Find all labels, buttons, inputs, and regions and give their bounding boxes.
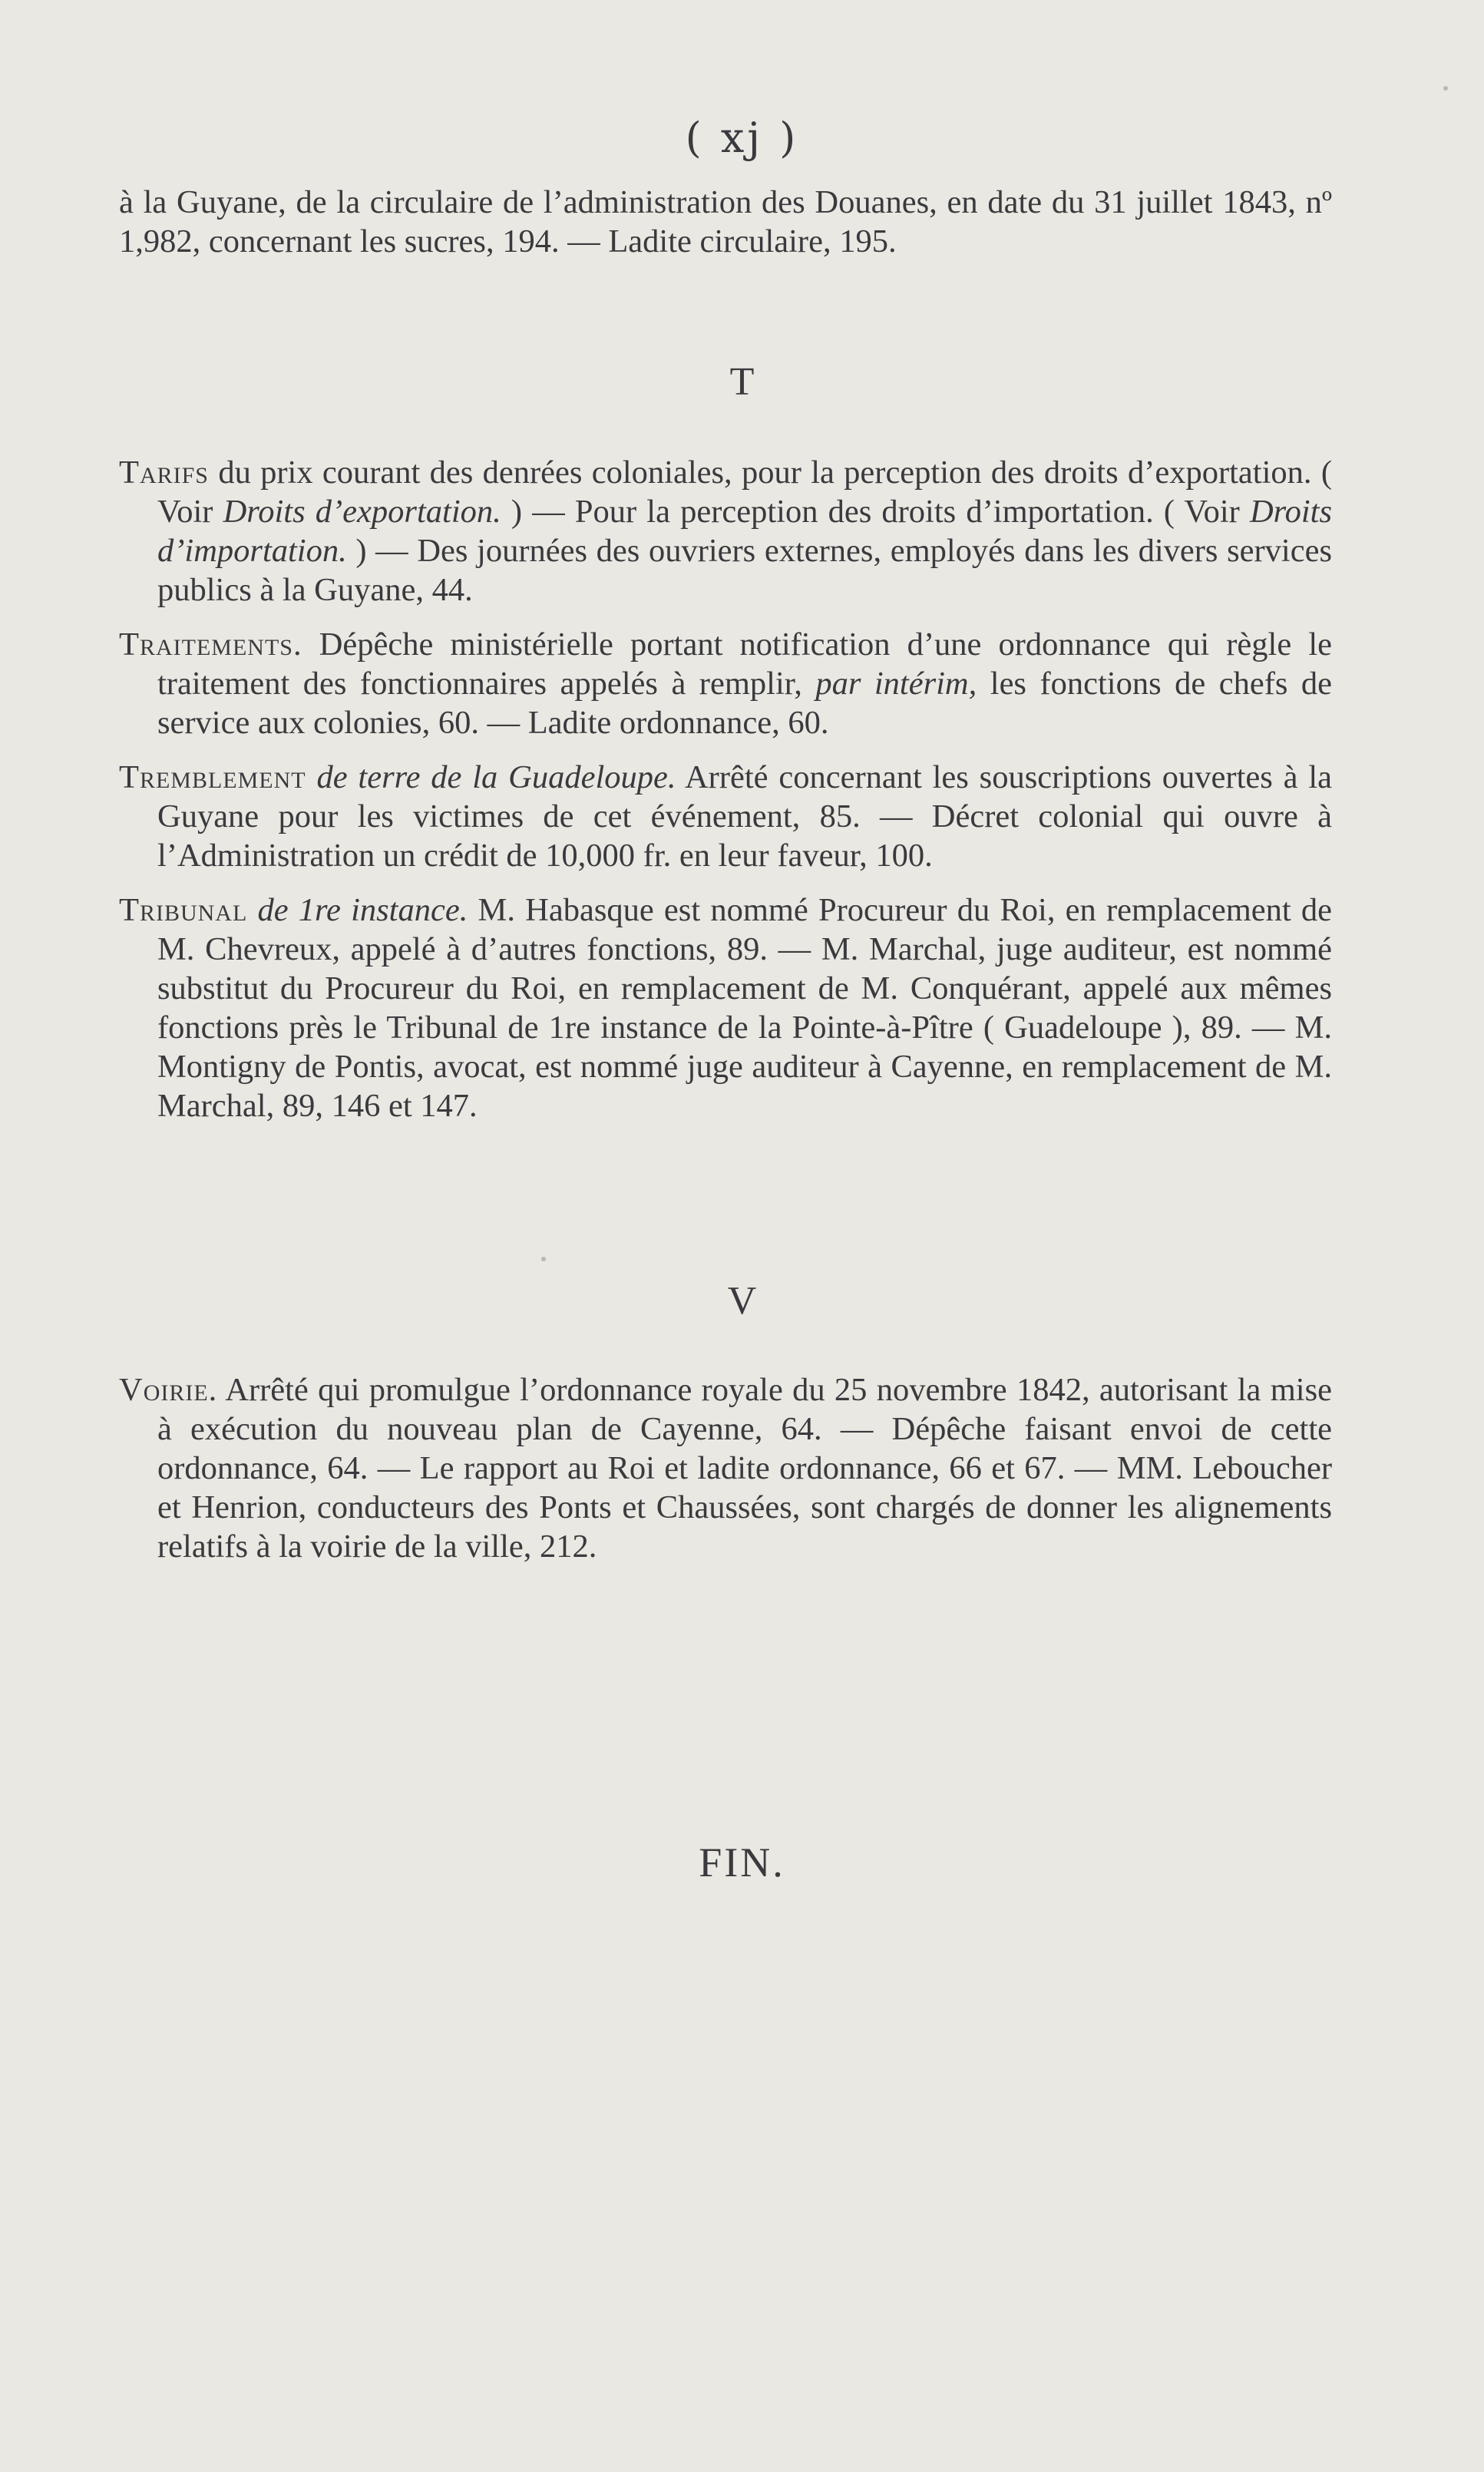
entry-text: M. Habasque est nommé Procureur du Roi, en remplacement de M. Chevreux, appelé à d’autres fonctions, 89. — M. Marchal, juge auditeur, est nommé substitut du Procureur du Roi, en remplacement de M. Conquérant, appelé aux mêmes fonctions près le Tribunal de 1re instance de la Pointe-à-Pître ( Guadeloupe ), 89. — M. Montigny de Pontis, avocat, est nommé juge auditeur à Cayenne, en remplacement de M. Marchal, 89, 146 et 147. [157, 892, 1332, 1124]
entry-headword: Voirie. [119, 1372, 218, 1408]
entry-italic-text: de terre de la Guadeloupe. [316, 759, 676, 795]
entry-italic-text: Droits d’exportation. [223, 494, 501, 530]
entry-text: ) — Des journées des ouvriers externes, employés dans les divers services publics à la Guyane, 44. [157, 533, 1332, 608]
entry-italic-text: Droits d’importation. [157, 494, 1333, 569]
continuation-text: à la Guyane, de la circulaire de l’administration des Douanes, en date du 31 juillet 1843, nº 1,982, concernant les sucres, 194. — Ladite circulaire, 195. [119, 184, 1332, 259]
entry-headword: Traitements. [119, 626, 302, 663]
entry-headword: Tarifs [119, 454, 209, 491]
entry-italic-text: par intérim, [815, 666, 977, 702]
entry-text: du prix courant des denrées coloniales, pour la perception des droits d’exportation. ( Voir [157, 454, 1332, 530]
entry-text: les fonctions de chefs de service aux colonies, 60. — Ladite ordonnance, 60. [157, 666, 1333, 741]
index-entry [119, 758, 1332, 875]
continuation-block [119, 183, 1332, 261]
entry-text: Arrêté concernant les souscriptions ouvertes à la Guyane pour les victimes de cet événement, 85. — Décret colonial qui ouvre à l’Administration un crédit de 10,000 fr. en leur faveur, 100. [157, 759, 1332, 874]
section-t-entries [119, 453, 1332, 1125]
section-letter-v: V [727, 1279, 757, 1323]
section-v-entries [119, 1370, 1332, 1566]
entry-italic-text: de 1re instance. [257, 892, 468, 928]
entry-text [247, 892, 257, 928]
paper-speck [541, 1257, 546, 1261]
entry-headword: Tremblement [119, 759, 306, 795]
entry-text [306, 759, 317, 795]
end-mark: FIN. [699, 1839, 785, 1885]
entry-text: Arrêté qui promulgue l’ordonnance royale du 25 novembre 1842, autorisant la mise à exécution du nouveau plan de Cayenne, 64. — Dépêche faisant envoi de cette ordonnance, 64. — Le rapport au Roi et ladite ordonnance, 66 et 67. — MM. Leboucher et Henrion, conducteurs des Ponts et Chaussées, sont chargés de donner les alignements relatifs à la voirie de la ville, 212. [157, 1372, 1332, 1565]
index-entry [119, 1370, 1332, 1566]
entry-text: Dépêche ministérielle portant notification d’une ordonnance qui règle le traitement des fonctionnaires appelés à remplir, [157, 626, 1332, 702]
page-folio: ( xj ) [685, 114, 799, 162]
entry-text: ) — Pour la perception des droits d’importation. ( Voir [501, 494, 1250, 530]
section-letter-t: T [729, 360, 755, 404]
paper-speck [1443, 86, 1448, 91]
index-entry [119, 453, 1332, 610]
index-entry [119, 625, 1332, 742]
entry-headword: Tribunal [119, 892, 248, 928]
index-entry [119, 891, 1332, 1125]
